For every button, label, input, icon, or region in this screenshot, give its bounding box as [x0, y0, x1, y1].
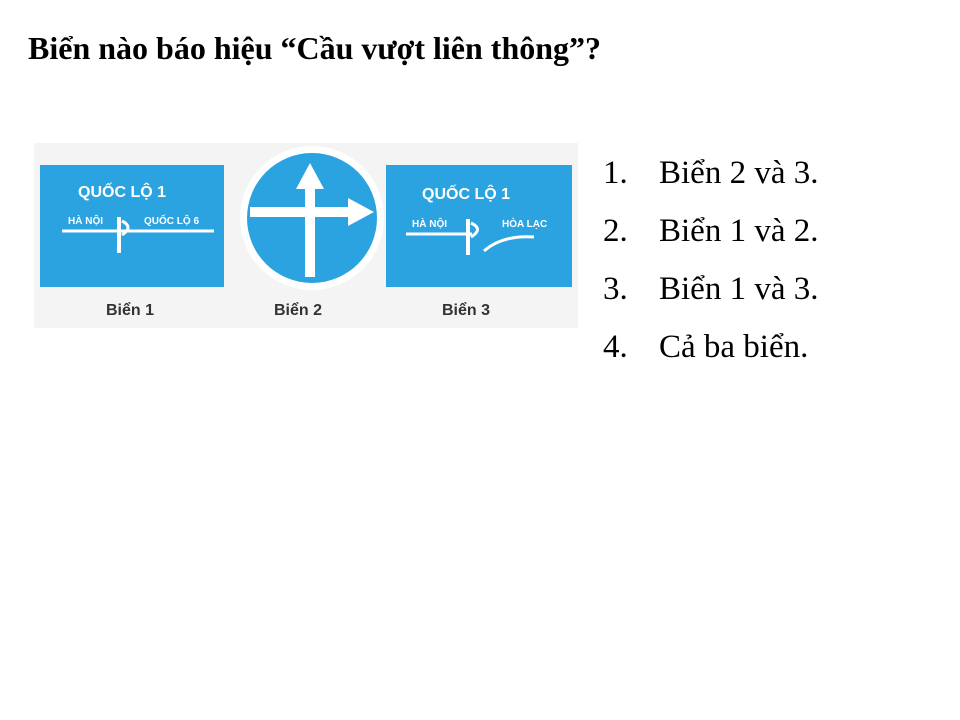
sign-2-caption: Biển 2: [274, 302, 323, 319]
signs-illustration: [34, 143, 578, 328]
answer-option-number: 4.: [603, 329, 628, 365]
sign-3-left-destination: HÀ NỘI: [412, 219, 447, 230]
answer-option[interactable]: [603, 322, 818, 380]
sign-1-left-destination: HÀ NỘI: [68, 216, 103, 227]
sign-3-right-destination: HÒA LẠC: [502, 219, 548, 230]
answer-option[interactable]: [603, 148, 818, 206]
sign-3-road-label: QUỐC LỘ 1: [422, 186, 511, 203]
sign-image-panel: [34, 143, 578, 328]
answer-option[interactable]: [603, 264, 818, 322]
sign-1-road-label: QUỐC LỘ 1: [78, 184, 167, 201]
answer-option-text: Biển 2 và 3.: [659, 155, 819, 191]
answer-option[interactable]: [603, 206, 818, 264]
question-title: Biển nào báo hiệu “Cầu vượt liên thông”?: [28, 30, 602, 66]
sign-3-caption: Biển 3: [442, 302, 491, 319]
sign-1: [40, 165, 224, 319]
answer-option-number: 2.: [603, 213, 628, 249]
sign-1-right-destination: QUỐC LỘ 6: [144, 216, 200, 227]
answer-option-number: 3.: [603, 271, 628, 307]
sign-2: [240, 146, 384, 319]
answer-options-list: [603, 148, 818, 380]
sign-3: [386, 165, 572, 319]
answer-option-text: Biển 1 và 3.: [659, 271, 819, 307]
answer-option-text: Biển 1 và 2.: [659, 213, 819, 249]
answer-option-number: 1.: [603, 155, 628, 191]
sign-1-caption: Biển 1: [106, 302, 155, 319]
answer-option-text: Cả ba biển.: [659, 329, 809, 365]
